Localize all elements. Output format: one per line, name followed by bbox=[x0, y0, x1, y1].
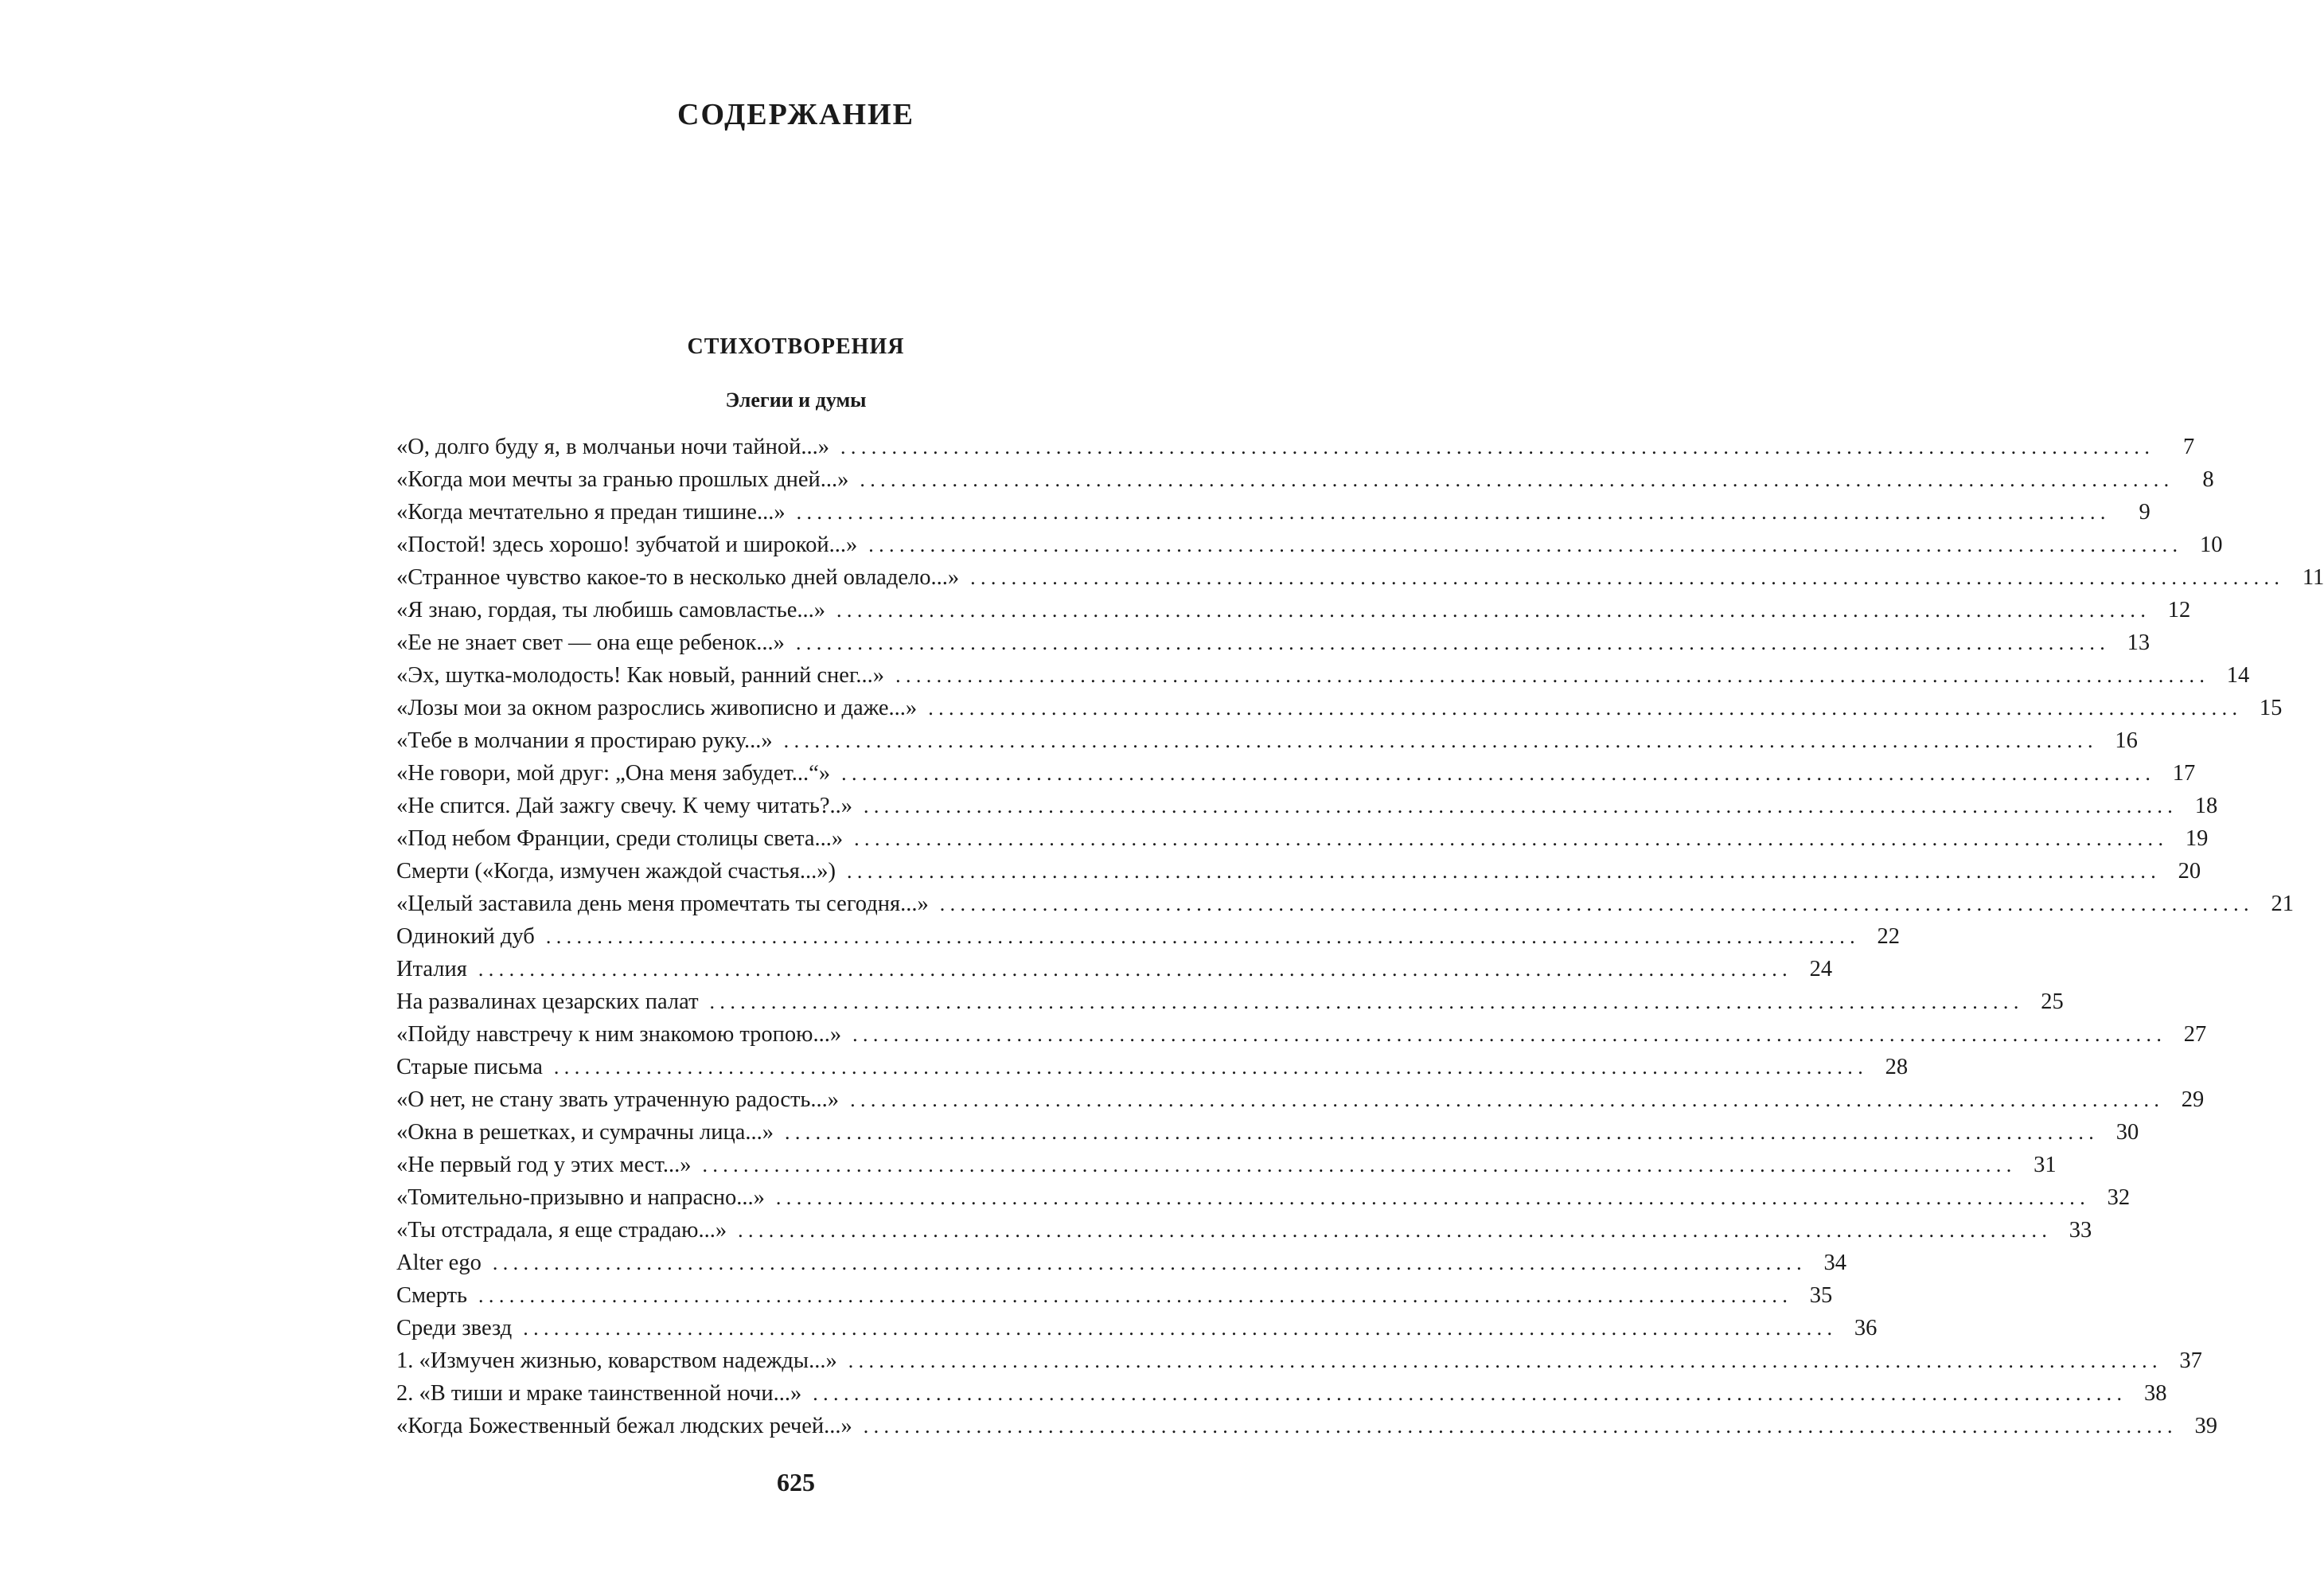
toc-entry-page: 21 bbox=[2271, 892, 2294, 916]
toc-entry-title: «Томительно-призывно и напрасно...» bbox=[396, 1185, 765, 1210]
toc-entry-title: Италия bbox=[396, 957, 467, 981]
toc-entry-page: 14 bbox=[2226, 663, 2250, 688]
dot-leader: ................................................................................................................................ bbox=[813, 1382, 2127, 1405]
dot-leader: ................................................................................................................................ bbox=[795, 631, 2111, 654]
dot-leader: ................................................................................................................................ bbox=[775, 1186, 2091, 1209]
dot-leader: ................................................................................................................................ bbox=[478, 958, 1793, 981]
dot-leader: ................................................................................................................................ bbox=[523, 1317, 1838, 1340]
page-title: СОДЕРЖАНИЕ bbox=[677, 98, 914, 131]
page-number: 625 bbox=[777, 1468, 815, 1496]
dot-leader: ................................................................................................................................ bbox=[860, 468, 2174, 491]
toc-entry[interactable] bbox=[396, 496, 2150, 529]
dot-leader: ................................................................................................................................ bbox=[850, 1088, 2165, 1111]
toc-entry[interactable] bbox=[396, 1410, 2217, 1442]
subsection-title: Элегии и думы bbox=[725, 388, 867, 412]
dot-leader: ................................................................................................................................ bbox=[939, 892, 2254, 915]
dot-leader: ................................................................................................................................ bbox=[848, 1349, 2162, 1372]
toc-entry-title: Среди звезд bbox=[396, 1316, 513, 1340]
toc-entry[interactable] bbox=[396, 920, 1901, 953]
dot-leader: ................................................................................................................................ bbox=[840, 435, 2155, 458]
toc-entry-title: «Постой! здесь хорошо! зубчатой и широкой...» bbox=[396, 533, 858, 557]
toc-entry[interactable] bbox=[396, 659, 2250, 692]
dot-leader: ................................................................................................................................ bbox=[545, 925, 1861, 948]
toc-entry-title: 2. «В тиши и мраке таинственной ночи...» bbox=[396, 1381, 802, 1406]
toc-entry-page: 28 bbox=[1885, 1055, 1909, 1079]
toc-entry[interactable] bbox=[396, 1051, 1909, 1083]
toc-entry[interactable] bbox=[396, 1344, 2202, 1377]
toc-entry-title: «О нет, не стану звать утраченную радость...» bbox=[396, 1087, 840, 1112]
dot-leader: ................................................................................................................................ bbox=[738, 1219, 2053, 1242]
toc-entry-title: «Я знаю, гордая, ты любишь самовластье...» bbox=[396, 598, 826, 622]
toc-entry-page: 27 bbox=[2183, 1022, 2207, 1047]
toc-entry-page: 34 bbox=[1823, 1251, 1847, 1275]
toc-entry-page: 31 bbox=[2034, 1153, 2057, 1177]
toc-entry-title: На развалинах цезарских палат bbox=[396, 989, 699, 1014]
toc-entry-title: «Эх, шутка-молодость! Как новый, ранний снег...» bbox=[396, 663, 885, 688]
toc-entry-title: «Целый заставила день меня промечтать ты сегодня...» bbox=[396, 892, 929, 916]
dot-leader: ................................................................................................................................ bbox=[783, 729, 2098, 752]
toc-entry-title: «Странное чувство какое-то в несколько дней овладело...» bbox=[396, 565, 960, 590]
toc-entry-title: «Не первый год у этих мест...» bbox=[396, 1153, 692, 1177]
toc-entry[interactable] bbox=[396, 790, 2218, 822]
toc-entry[interactable] bbox=[396, 1181, 2131, 1214]
dot-leader: ................................................................................................................................ bbox=[796, 501, 2111, 524]
toc-entry-page: 22 bbox=[1877, 924, 1901, 949]
dot-leader: ................................................................................................................................ bbox=[852, 1023, 2167, 1046]
toc-entry-page: 37 bbox=[2179, 1348, 2202, 1373]
toc-entry-title: «Когда мечтательно я предан тишине...» bbox=[396, 500, 786, 525]
dot-leader: ................................................................................................................................ bbox=[970, 566, 2285, 589]
dot-leader: ................................................................................................................................ bbox=[478, 1284, 1793, 1307]
toc-entry-title: Смерть bbox=[396, 1283, 468, 1308]
toc-entry-page: 20 bbox=[2178, 859, 2201, 884]
toc-entry[interactable] bbox=[396, 985, 2064, 1018]
toc-entry-page: 38 bbox=[2143, 1381, 2167, 1406]
toc-entry[interactable] bbox=[396, 1312, 1878, 1344]
dot-leader: ................................................................................................................................ bbox=[846, 860, 2162, 883]
dot-leader: ................................................................................................................................ bbox=[709, 990, 2024, 1013]
toc-entry[interactable] bbox=[396, 692, 2283, 724]
toc-entry-title: «Под небом Франции, среди столицы света...» bbox=[396, 826, 844, 851]
toc-entry[interactable] bbox=[396, 594, 2191, 626]
toc-entry-title: Одинокий дуб bbox=[396, 924, 535, 949]
toc-entry[interactable] bbox=[396, 888, 2294, 920]
dot-leader: ................................................................................................................................ bbox=[841, 762, 2156, 785]
toc-entry-page: 29 bbox=[2181, 1087, 2205, 1112]
toc-entry-page: 12 bbox=[2167, 598, 2191, 622]
dot-leader: ................................................................................................................................ bbox=[492, 1251, 1807, 1274]
toc-entry-title: «О, долго буду я, в молчаньи ночи тайной...» bbox=[396, 435, 830, 459]
dot-leader: ................................................................................................................................ bbox=[553, 1055, 1869, 1079]
dot-leader: ................................................................................................................................ bbox=[928, 696, 2243, 720]
dot-leader: ................................................................................................................................ bbox=[854, 827, 2169, 850]
toc-entry-page: 33 bbox=[2069, 1218, 2092, 1243]
toc-entry-page: 32 bbox=[2107, 1185, 2131, 1210]
section-title: СТИХОТВОРЕНИЯ bbox=[687, 334, 905, 359]
toc-entry-page: 15 bbox=[2259, 696, 2283, 720]
toc-entry-title: «Ее не знает свет — она еще ребенок...» bbox=[396, 630, 785, 655]
toc-entry-page: 35 bbox=[1809, 1283, 1833, 1308]
toc-entry-title: «Не говори, мой друг: „Она меня забудет...“» bbox=[396, 761, 831, 786]
toc-entry-title: «Ты отстрадала, я еще страдаю...» bbox=[396, 1218, 727, 1243]
toc-entry-title: «Не спится. Дай зажгу свечу. К чему читать?..» bbox=[396, 794, 852, 818]
toc-entry-page: 9 bbox=[2139, 500, 2150, 525]
toc-entry[interactable] bbox=[396, 561, 2324, 594]
toc-entry-page: 39 bbox=[2194, 1414, 2217, 1438]
toc-entry-page: 30 bbox=[2115, 1120, 2139, 1145]
toc-entry-page: 18 bbox=[2194, 794, 2218, 818]
toc-entry[interactable] bbox=[396, 529, 2223, 561]
toc-entry[interactable] bbox=[396, 1018, 2207, 1051]
toc-entry[interactable] bbox=[396, 1377, 2167, 1410]
toc-entry-title: «Тебе в молчании я простираю руку...» bbox=[396, 728, 773, 753]
dot-leader: ................................................................................................................................ bbox=[895, 664, 2210, 687]
toc-entry-page: 36 bbox=[1854, 1316, 1878, 1340]
toc-entry-page: 19 bbox=[2185, 826, 2209, 851]
toc-entry[interactable] bbox=[396, 822, 2209, 855]
toc-entry[interactable] bbox=[396, 1083, 2205, 1116]
toc-entry[interactable] bbox=[396, 431, 2195, 463]
toc-entry-title: «Когда Божественный бежал людских речей...» bbox=[396, 1414, 852, 1438]
toc-entry[interactable] bbox=[396, 626, 2150, 659]
toc-entry-page: 8 bbox=[2202, 467, 2214, 492]
toc-entry-title: «Окна в решетках, и сумрачны лица...» bbox=[396, 1120, 774, 1145]
dot-leader: ................................................................................................................................ bbox=[868, 533, 2183, 556]
dot-leader: ................................................................................................................................ bbox=[784, 1121, 2100, 1144]
dot-leader: ................................................................................................................................ bbox=[702, 1153, 2017, 1176]
toc-entry[interactable] bbox=[396, 1149, 2057, 1181]
toc-entry-page: 16 bbox=[2115, 728, 2138, 753]
toc-entry[interactable] bbox=[396, 1214, 2092, 1247]
toc-entry[interactable] bbox=[396, 724, 2138, 757]
toc-entry[interactable] bbox=[396, 1279, 1833, 1312]
dot-leader: ................................................................................................................................ bbox=[864, 794, 2178, 817]
toc-entry-title: «Лозы мои за окном разрослись живописно и даже...» bbox=[396, 696, 918, 720]
toc-entry[interactable] bbox=[396, 757, 2196, 790]
toc-entry-page: 11 bbox=[2302, 565, 2324, 590]
toc-entry-title: Старые письма bbox=[396, 1055, 543, 1079]
dot-leader: ................................................................................................................................ bbox=[863, 1414, 2178, 1438]
toc-entry-title: 1. «Измучен жизнью, коварством надежды...» bbox=[396, 1348, 837, 1373]
toc-entry[interactable] bbox=[396, 1247, 1847, 1279]
toc-entry[interactable] bbox=[396, 463, 2214, 496]
toc-entry-page: 13 bbox=[2127, 630, 2150, 655]
toc-entry-title: Alter ego bbox=[396, 1251, 482, 1275]
toc-entry-page: 25 bbox=[2041, 989, 2064, 1014]
toc-entry[interactable] bbox=[396, 855, 2201, 888]
toc-entry-title: Смерти («Когда, измучен жаждой счастья...») bbox=[396, 859, 836, 884]
toc-entry[interactable] bbox=[396, 1116, 2139, 1149]
table-of-contents bbox=[396, 431, 2324, 1442]
toc-entry-page: 17 bbox=[2172, 761, 2196, 786]
toc-entry-page: 7 bbox=[2182, 435, 2195, 459]
toc-entry[interactable] bbox=[396, 953, 1833, 985]
toc-entry-page: 24 bbox=[1809, 957, 1833, 981]
dot-leader: ................................................................................................................................ bbox=[836, 599, 2151, 622]
toc-entry-page: 10 bbox=[2199, 533, 2223, 557]
toc-entry-title: «Пойду навстречу к ним знакомою тропою...» bbox=[396, 1022, 842, 1047]
toc-entry-title: «Когда мои мечты за гранью прошлых дней...» bbox=[396, 467, 849, 492]
